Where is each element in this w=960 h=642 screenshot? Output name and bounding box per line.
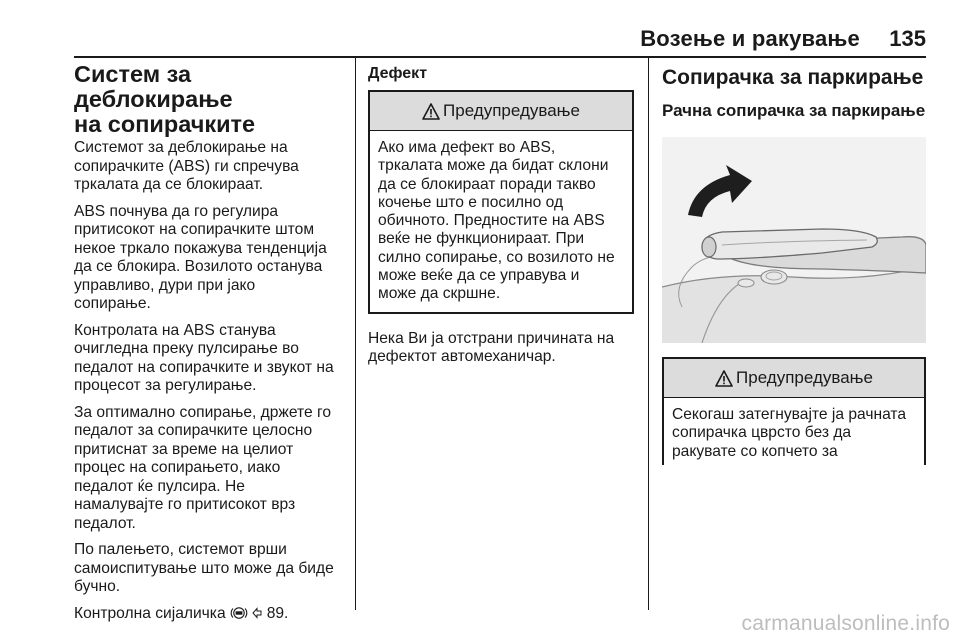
abs-warning-light-icon bbox=[230, 606, 248, 620]
section-title-fault: Дефект bbox=[368, 65, 428, 82]
paragraph: Нека Ви ја отстрани причината на дефектот автомеханичар. bbox=[368, 329, 615, 366]
subsection-title-hand-brake: Рачна сопирачка за паркирање bbox=[662, 101, 926, 120]
header-rule bbox=[74, 56, 926, 58]
warning-box bbox=[662, 357, 926, 465]
paragraph: ABS почнува да го регулира притисокот на сопирачките штом некое тркало покажува тенденција да се блокира. Возилото останува управливо, дури при јако сопирање. bbox=[74, 202, 327, 312]
warning-triangle-icon bbox=[422, 103, 440, 120]
warning-triangle-icon bbox=[715, 370, 733, 387]
warning-header bbox=[370, 92, 632, 131]
page-number: 135 bbox=[889, 26, 926, 51]
column-fault bbox=[368, 64, 634, 367]
warning-label: Предупредување bbox=[736, 368, 873, 387]
warning-box bbox=[368, 90, 634, 314]
page-reference-icon bbox=[252, 607, 262, 619]
running-header: Возење и ракување bbox=[640, 26, 860, 51]
paragraph: За оптимално сопирање, држете го педалот за сопирачките целосно притиснат за време на целиот процес на сопирањето, иако педалот ќе пулсира. Не намалувајте го притисокот врз педалот. bbox=[74, 403, 331, 532]
paragraph: По палењето, системот врши самоиспитување што може да биде бучно. bbox=[74, 541, 334, 595]
column-divider bbox=[355, 58, 356, 610]
section-title-parking-brake: Сопирачка за паркирање bbox=[662, 66, 924, 89]
column-divider bbox=[648, 58, 649, 610]
warning-header bbox=[664, 359, 924, 398]
paragraph-warning-light: Контролна сијаличка 89. bbox=[74, 604, 289, 622]
column-parking-brake bbox=[662, 66, 926, 121]
paragraph: Контролата на ABS станува очигледна преку пулсирање во педалот на сопирачките и звукот на процесот за регулирање. bbox=[74, 321, 334, 394]
hand-brake-illustration bbox=[662, 137, 926, 343]
warning-label: Предупредување bbox=[443, 101, 580, 120]
paragraph: Системот за деблокирање на сопирачките (ABS) ги спречува тркалата да се блокираат. bbox=[74, 139, 299, 193]
warning-text: Ако има дефект во ABS, тркалата може да бидат склони да се блокираат поради такво кочење што е посилно од обичното. Предностите на ABS веќе не функционираат. При силно сопирање, со возилото не може веќе да се управува и може да скршне. bbox=[378, 139, 615, 303]
column-abs bbox=[74, 62, 346, 623]
watermark: carmanualsonline.info bbox=[741, 612, 950, 635]
section-title-abs: Систем за деблокирање на сопирачките bbox=[74, 61, 256, 137]
warning-text: Секогаш затегнувајте ја рачната сопирачка цврсто без да ракувате со копчето за bbox=[672, 406, 907, 460]
